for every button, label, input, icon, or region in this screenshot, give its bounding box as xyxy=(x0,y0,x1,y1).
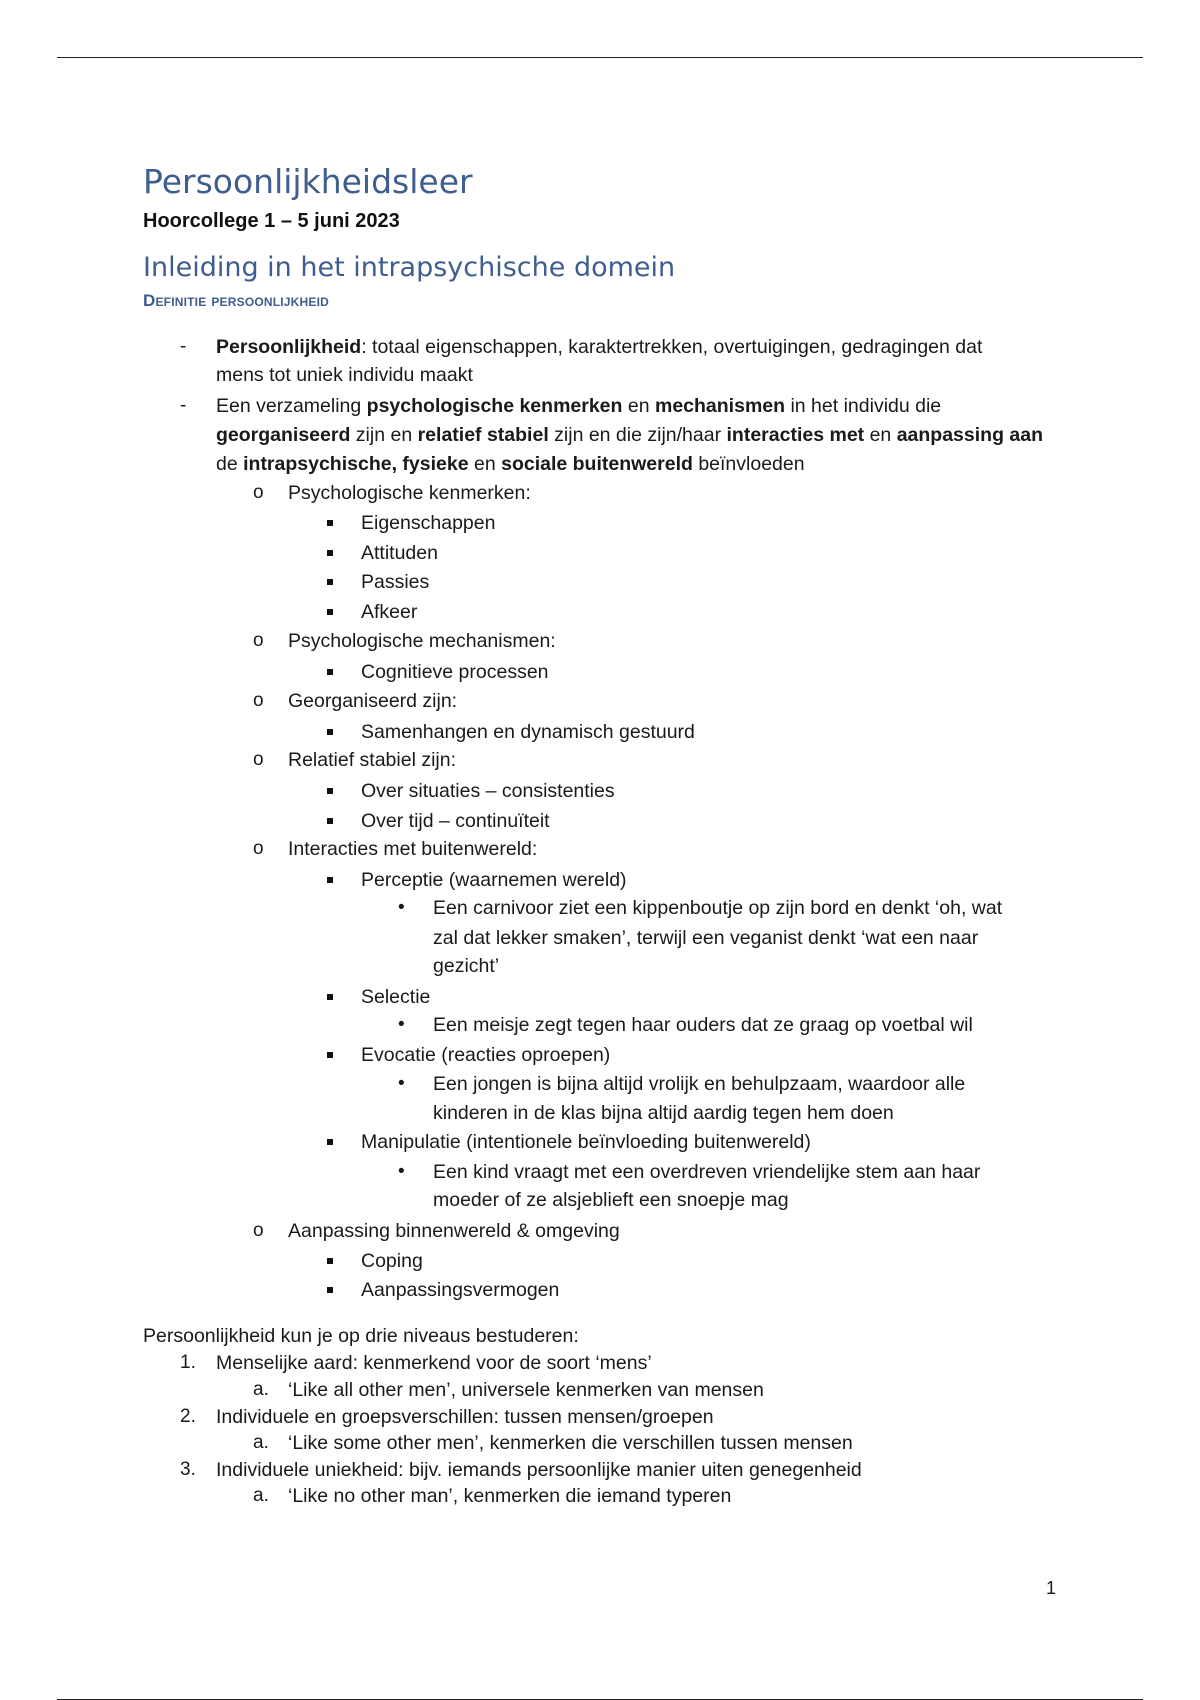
page-number: 1 xyxy=(1046,1578,1057,1598)
dot-marker: • xyxy=(398,1073,405,1094)
list-number: 3. xyxy=(180,1459,196,1480)
example-evocatie-line2: kinderen in de klas bijna altijd aardig tegen hem doen xyxy=(433,1102,894,1124)
item-samenhangen: Samenhangen en dynamisch gestuurd xyxy=(361,721,695,743)
example-manipulatie-line1: Een kind vraagt met een overdreven vriendelijke stem aan haar xyxy=(433,1161,981,1183)
item-aanpassingsvermogen: Aanpassingsvermogen xyxy=(361,1279,560,1301)
example-perceptie-line3: gezicht’ xyxy=(433,955,500,977)
item-manipulatie: Manipulatie (intentionele beïnvloeding buitenwereld) xyxy=(361,1131,811,1153)
dash-marker: - xyxy=(180,395,187,416)
square-bullet xyxy=(327,877,333,883)
circle-marker: o xyxy=(253,482,264,503)
item-cognitieve-processen: Cognitieve processen xyxy=(361,661,549,683)
item-attituden: Attituden xyxy=(361,542,438,564)
document-title: Persoonlijkheidsleer xyxy=(143,162,473,201)
circle-marker: o xyxy=(253,690,264,711)
sub-georganiseerd: Georganiseerd zijn: xyxy=(288,690,458,712)
level-human-nature-detail: ‘Like all other men’, universele kenmerken van mensen xyxy=(288,1379,764,1401)
sub-mechanismen: Psychologische mechanismen: xyxy=(288,630,556,652)
circle-marker: o xyxy=(253,1220,264,1241)
level-group-differences: Individuele en groepsverschillen: tussen mensen/groepen xyxy=(216,1406,714,1428)
example-perceptie-line1: Een carnivoor ziet een kippenboutje op zijn bord en denkt ‘oh, wat xyxy=(433,897,1003,919)
item-perceptie: Perceptie (waarnemen wereld) xyxy=(361,869,627,891)
example-selectie: Een meisje zegt tegen haar ouders dat ze graag op voetbal wil xyxy=(433,1014,973,1036)
dot-marker: • xyxy=(398,1014,405,1035)
square-bullet xyxy=(327,669,333,675)
list-letter: a. xyxy=(253,1485,269,1506)
square-bullet xyxy=(327,1052,333,1058)
sub-aanpassing: Aanpassing binnenwereld & omgeving xyxy=(288,1220,620,1242)
square-bullet xyxy=(327,994,333,1000)
subsection-heading: Definitie persoonlijkheid xyxy=(143,291,330,310)
item-over-situaties: Over situaties – consistenties xyxy=(361,780,615,802)
levels-intro: Persoonlijkheid kun je op drie niveaus bestuderen: xyxy=(143,1325,579,1347)
sub-stabiel: Relatief stabiel zijn: xyxy=(288,749,456,771)
bullet-definition: Persoonlijkheid: totaal eigenschappen, karaktertrekken, overtuigingen, gedragingen dat xyxy=(216,336,983,358)
bullet-definition-cont: mens tot uniek individu maakt xyxy=(216,364,473,386)
square-bullet xyxy=(327,579,333,585)
item-eigenschappen: Eigenschappen xyxy=(361,512,496,534)
circle-marker: o xyxy=(253,630,264,651)
square-bullet xyxy=(327,1139,333,1145)
square-bullet xyxy=(327,520,333,526)
square-bullet xyxy=(327,1258,333,1264)
square-bullet xyxy=(327,1287,333,1293)
example-evocatie-line1: Een jongen is bijna altijd vrolijk en behulpzaam, waardoor alle xyxy=(433,1073,966,1095)
level-group-differences-detail: ‘Like some other men’, kenmerken die verschillen tussen mensen xyxy=(288,1432,853,1454)
circle-marker: o xyxy=(253,749,264,770)
sub-interacties: Interacties met buitenwereld: xyxy=(288,838,538,860)
bullet-collection-line2: georganiseerd zijn en relatief stabiel zijn en die zijn/haar interacties met en aanpassing aan xyxy=(216,424,1044,446)
item-afkeer: Afkeer xyxy=(361,601,418,623)
bullet-collection-line3: de intrapsychische, fysieke en sociale buitenwereld beïnvloeden xyxy=(216,453,805,475)
square-bullet xyxy=(327,729,333,735)
sub-kenmerken: Psychologische kenmerken: xyxy=(288,482,531,504)
item-coping: Coping xyxy=(361,1250,423,1272)
item-passies: Passies xyxy=(361,571,430,593)
section-heading: Inleiding in het intrapsychische domein xyxy=(143,252,676,283)
lecture-date: Hoorcollege 1 – 5 juni 2023 xyxy=(143,210,400,232)
square-bullet xyxy=(327,788,333,794)
square-bullet xyxy=(327,609,333,615)
header-rule xyxy=(57,57,1143,58)
example-perceptie-line2: zal dat lekker smaken’, terwijl een veganist denkt ‘wat een naar xyxy=(433,927,979,949)
square-bullet xyxy=(327,550,333,556)
level-individual-uniqueness-detail: ‘Like no other man’, kenmerken die iemand typeren xyxy=(288,1485,732,1507)
item-evocatie: Evocatie (reacties oproepen) xyxy=(361,1044,611,1066)
dash-marker: - xyxy=(180,336,187,357)
level-individual-uniqueness: Individuele uniekheid: bijv. iemands persoonlijke manier uiten genegenheid xyxy=(216,1459,862,1481)
item-selectie: Selectie xyxy=(361,986,431,1008)
item-over-tijd: Over tijd – continuïteit xyxy=(361,810,550,832)
list-number: 2. xyxy=(180,1406,196,1427)
example-manipulatie-line2: moeder of ze alsjeblieft een snoepje mag xyxy=(433,1189,789,1211)
dot-marker: • xyxy=(398,1161,405,1182)
square-bullet xyxy=(327,818,333,824)
level-human-nature: Menselijke aard: kenmerkend voor de soort ‘mens’ xyxy=(216,1352,652,1374)
list-letter: a. xyxy=(253,1379,269,1400)
circle-marker: o xyxy=(253,838,264,859)
bullet-collection-line1: Een verzameling psychologische kenmerken en mechanismen in het individu die xyxy=(216,395,942,417)
list-letter: a. xyxy=(253,1432,269,1453)
list-number: 1. xyxy=(180,1352,196,1373)
dot-marker: • xyxy=(398,897,405,918)
